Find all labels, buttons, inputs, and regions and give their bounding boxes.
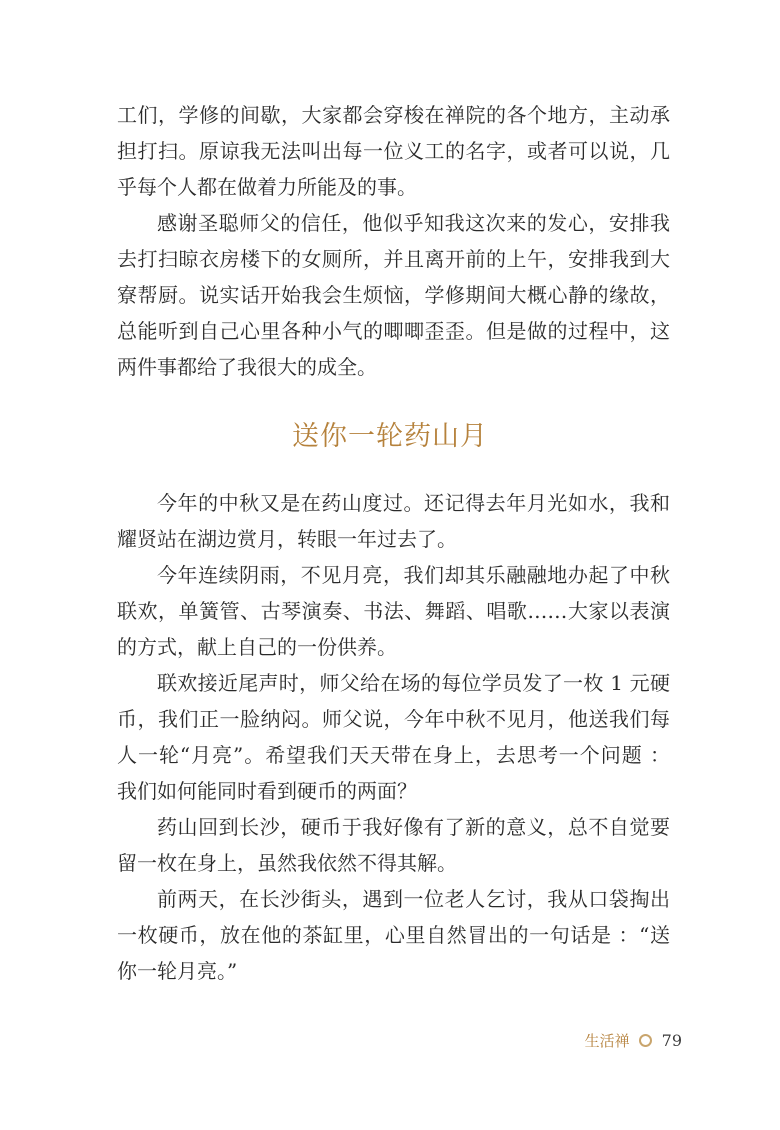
text-line: 人一轮“月亮”。希望我们天天带在身上，去思考一个问题 ： — [117, 743, 670, 767]
text-line: 联欢接近尾声时，师父给在场的每位学员发了一枚 1 元硬 — [157, 671, 670, 695]
text-line: 今年连续阴雨，不见月亮，我们却其乐融融地办起了中秋 — [157, 563, 670, 587]
paragraph — [117, 809, 670, 881]
footer-section-title: 生活禅 — [584, 1031, 630, 1050]
article-text — [117, 485, 670, 989]
paragraph — [117, 665, 670, 809]
paragraph — [117, 485, 670, 557]
text-line: 联欢，单簧管、古琴演奏、书法、舞蹈、唱歌……大家以表演 — [117, 599, 670, 623]
circle-ornament-icon — [639, 1034, 652, 1047]
text-line: 留一枚在身上，虽然我依然不得其解。 — [117, 851, 457, 875]
text-line: 总能听到自己心里各种小气的唧唧歪歪。但是做的过程中，这 — [117, 319, 670, 343]
page-number: 79 — [661, 1030, 682, 1050]
text-line: 前两天，在长沙街头，遇到一位老人乞讨，我从口袋掏出 — [157, 887, 670, 911]
text-line: 去打扫晾衣房楼下的女厕所，并且离开前的上午，安排我到大 — [117, 247, 670, 271]
text-line: 耀贤站在湖边赏月，转眼一年过去了。 — [117, 527, 457, 551]
intro-text — [117, 97, 670, 385]
text-line: 的方式，献上自己的一份供养。 — [117, 635, 397, 659]
text-line: 两件事都给了我很大的成全。 — [117, 355, 377, 379]
text-line: 感谢圣聪师父的信任，他似乎知我这次来的发心，安排我 — [157, 211, 670, 235]
paragraph — [117, 97, 670, 205]
text-line: 一枚硬币，放在他的茶缸里，心里自然冒出的一句话是 ：“送 — [117, 923, 670, 947]
paragraph — [117, 557, 670, 665]
text-line: 我们如何能同时看到硬币的两面？ — [117, 779, 417, 803]
text-line: 寮帮厨。说实话开始我会生烦恼，学修期间大概心静的缘故， — [117, 283, 670, 307]
text-line: 工们，学修的间歇，大家都会穿梭在禅院的各个地方，主动承 — [117, 103, 670, 127]
text-line: 乎每个人都在做着力所能及的事。 — [117, 175, 417, 199]
section-heading: 送你一轮药山月 — [292, 421, 488, 452]
text-line: 担打扫。原谅我无法叫出每一位义工的名字，或者可以说，几 — [117, 139, 670, 163]
text-line: 币，我们正一脸纳闷。师父说，今年中秋不见月，他送我们每 — [117, 707, 670, 731]
text-line: 药山回到长沙，硬币于我好像有了新的意义，总不自觉要 — [157, 815, 670, 839]
paragraph — [117, 881, 670, 989]
page-footer — [585, 1028, 682, 1052]
text-line: 你一轮月亮。” — [117, 959, 238, 983]
paragraph — [117, 205, 670, 385]
text-line: 今年的中秋又是在药山度过。还记得去年月光如水，我和 — [157, 491, 670, 515]
